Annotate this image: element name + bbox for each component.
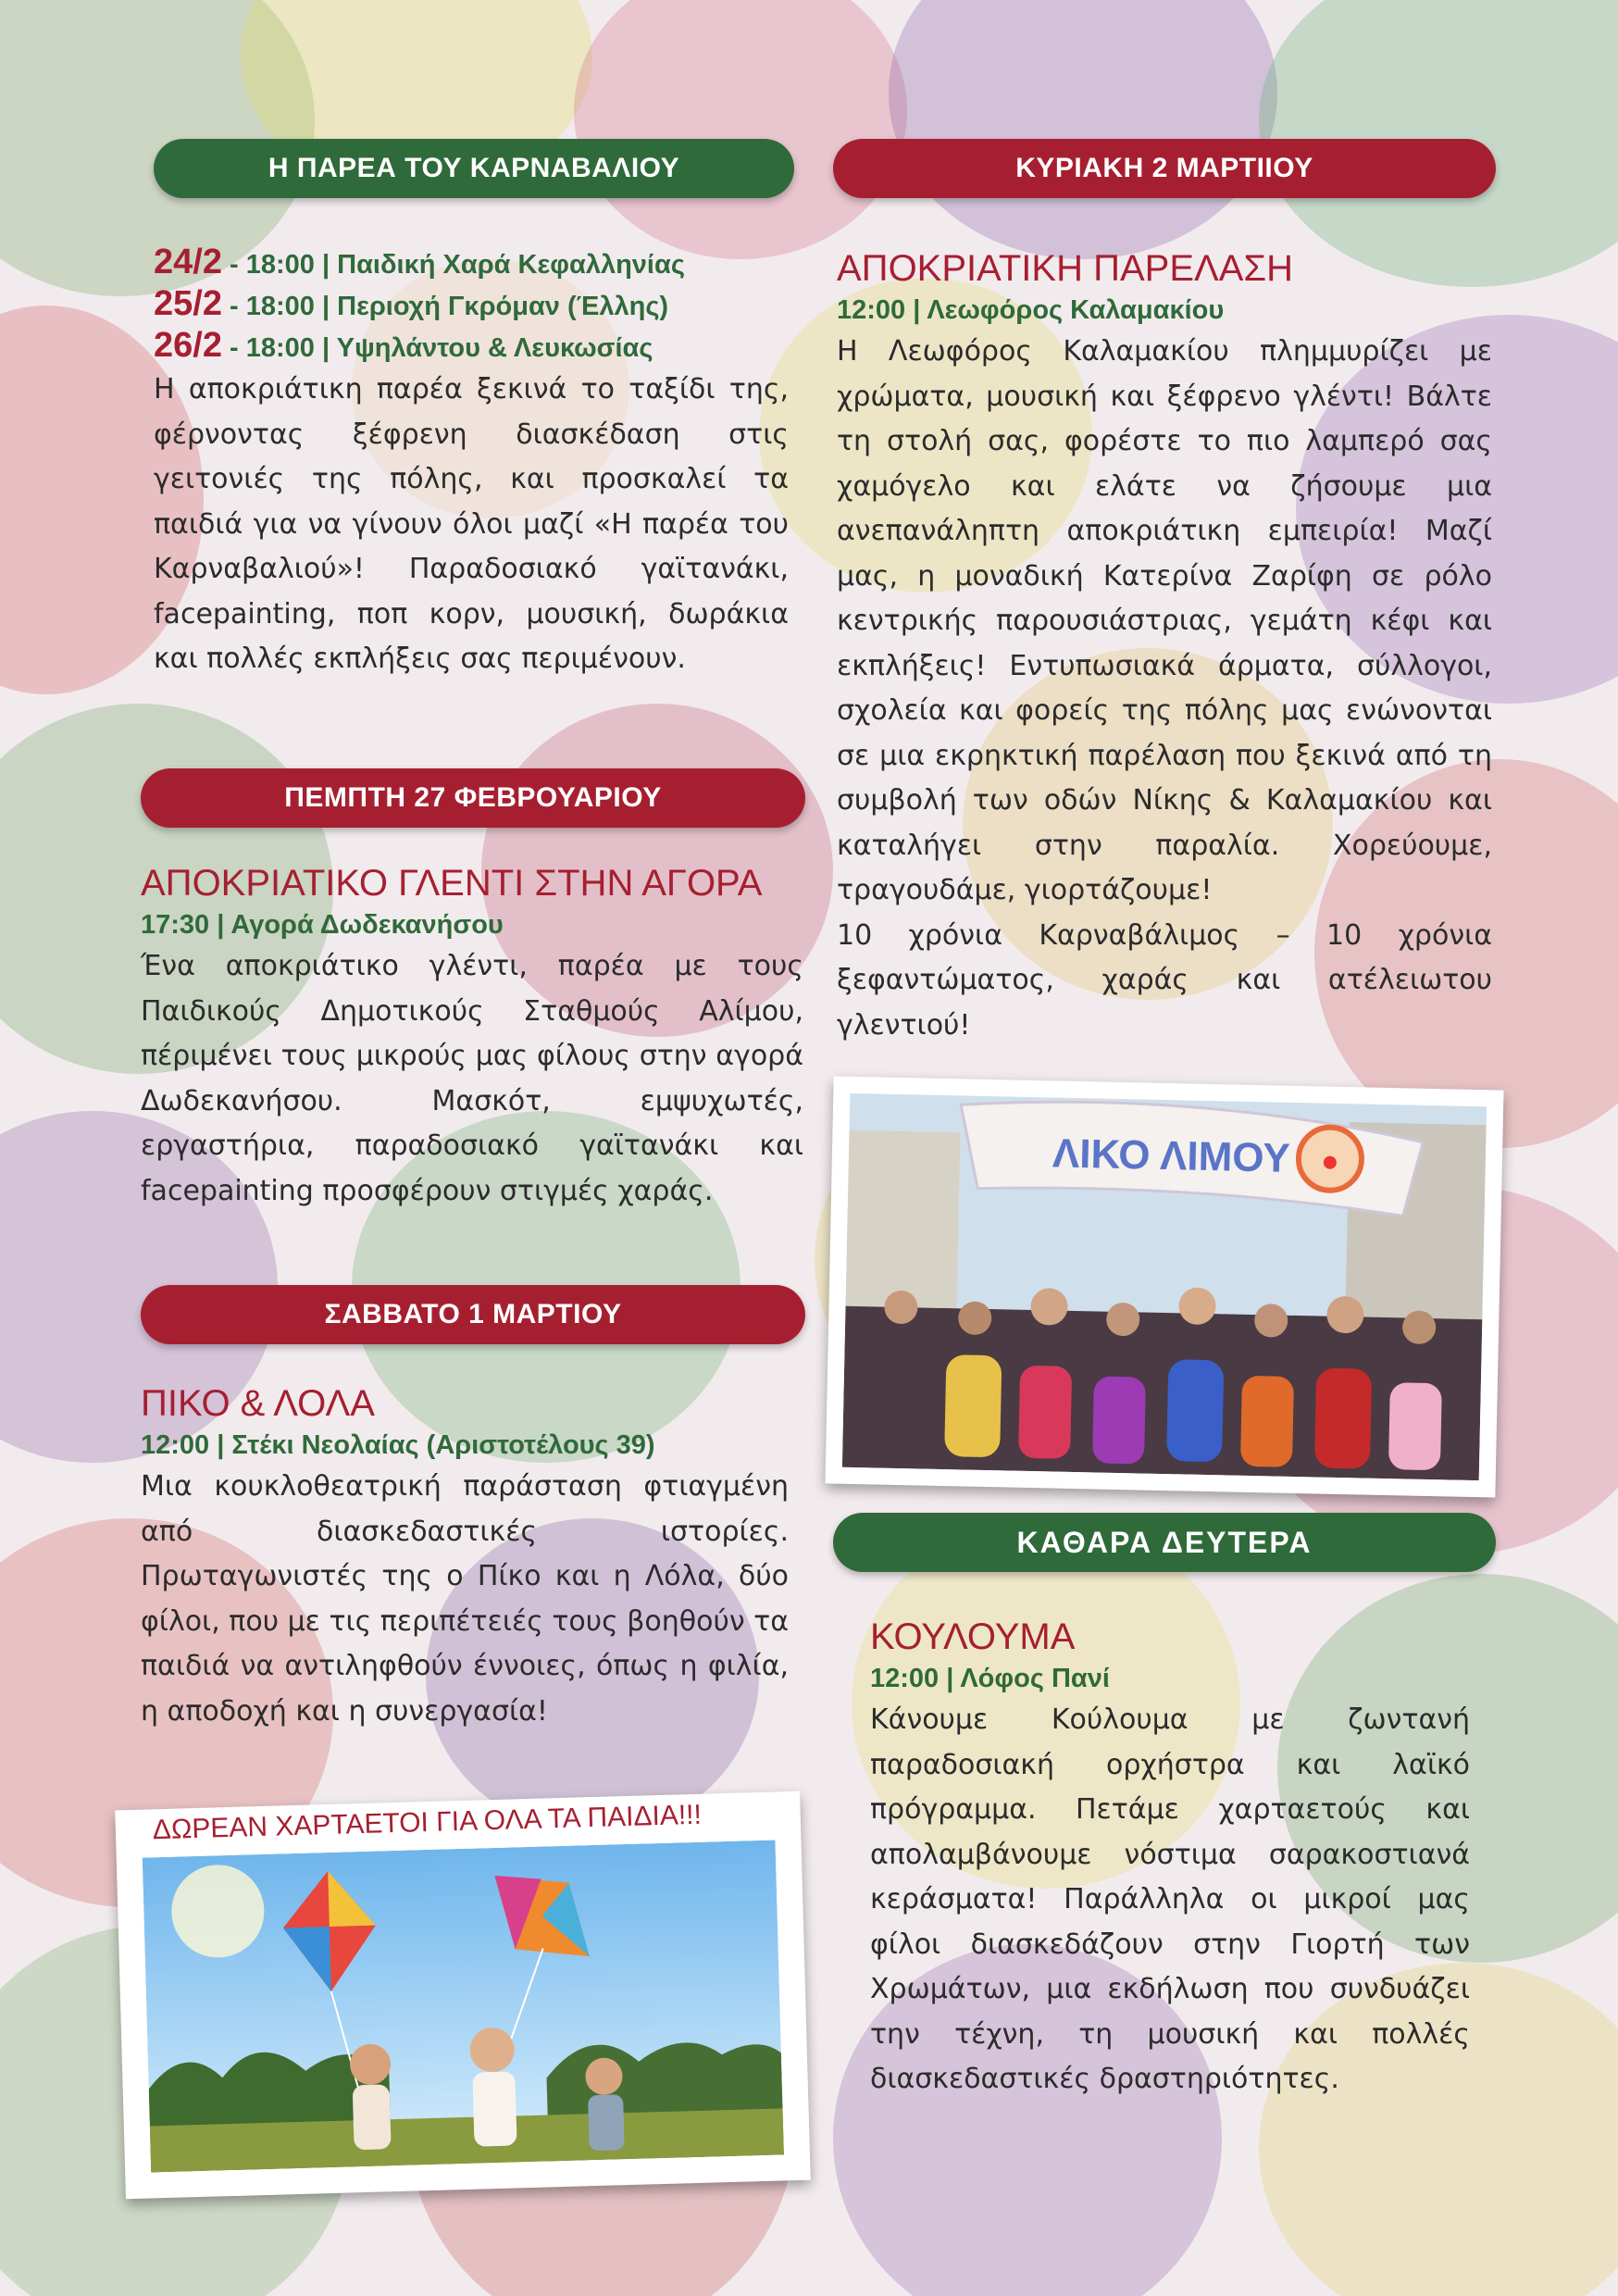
date-line <box>154 243 789 284</box>
date-value: 26/2 <box>154 326 222 365</box>
parade-photo <box>842 1093 1487 1480</box>
costume <box>1240 1376 1294 1467</box>
event-time-place: 17:30 | Αγορά Δωδεκανήσου <box>141 910 504 940</box>
section-body: Η Λεωφόρος Καλαμακίου πλημμυρίζει με χρώματα, μουσική και ξέφρενο γλέντι! Βάλτε τη στολή σας, φορέστε το πιο λαμπερό σας χαμόγελο και ελάτε να ζήσουμε μια ανεπανάληπτη αποκριάτικη εμπειρία! Μαζί μας, η μοναδική Κατερίνα Ζαρίφη σε ρόλο κεντρικής παρουσιάστριας, γεμάτη κέφι και εκπλήξεις! Εντυπωσιακά άρματα, σύλλογοι, σχολεία και φορείς της πόλης μας ενώνονται σε μια εκρηκτική παρέλαση που ξεκινά από τη συμβολή των οδών Νίκης & Καλαμακίου και καταλήγει στην παραλία. Χορεύουμε, τραγουδάμε, γιορτάζουμε! <box>837 335 1492 906</box>
parade-photo-frame <box>825 1076 1503 1497</box>
banner-clean-monday: ΚΑΘΑΡΑ ΔΕΥΤΕΡΑ <box>833 1513 1496 1572</box>
banner-sign-text: ΛΙΚΟ ΛΙΜΟΥ <box>1052 1130 1291 1181</box>
date-line <box>154 326 789 368</box>
kite-photo <box>143 1841 784 2173</box>
section-body: Ένα αποκριάτικο γλέντι, παρέα με τους Παιδικούς Δημοτικούς Σταθμούς Αλίμου, πέριμένει τους μικρούς μας φίλους στην αγορά Δωδεκανήσου. Μασκότ, εμψυχωτές, εργαστήρια, παραδοσιακό γαϊτανάκι και facepainting προσφέρουν στιγμές χαράς. <box>141 950 803 1207</box>
costume <box>1388 1382 1442 1470</box>
event-title: ΠΙΚΟ & ΛΟΛΑ <box>141 1383 375 1424</box>
kite-photo-frame <box>115 1791 810 2199</box>
date-value: 25/2 <box>154 284 222 323</box>
section-body: Μια κουκλοθεατρική παράσταση φτιαγμένη από διασκεδαστικές ιστορίες. Πρωταγωνιστές της ο Πίκο και η Λόλα, δύο φίλοι, που με τις περιπέτειές τους βοηθούν τα παιδιά να αντιληφθούν έννοιες, όπως η φιλία, η αποδοχή και η συνεργασία! <box>141 1470 789 1728</box>
costume <box>944 1354 1002 1457</box>
child-body <box>588 2094 625 2151</box>
free-kites-caption: ΔΩΡΕΑΝ ΧΑΡΤΑΕΤΟΙ ΓΙΑ ΟΛΑ ΤΑ ΠΑΙΔΙΑ!!! <box>152 1799 703 1846</box>
costume <box>1314 1367 1372 1468</box>
section-agora <box>141 861 803 1214</box>
child-body <box>472 2071 517 2146</box>
section-piko-lola <box>141 1381 789 1734</box>
costume <box>1166 1359 1224 1462</box>
event-title: ΑΠΟΚΡΙΑΤΙΚΟ ΓΛΕΝΤΙ ΣΤΗΝ ΑΓΟΡΑ <box>141 863 763 904</box>
banner-thursday: ΠΕΜΠΤΗ 27 ΦΕΒΡΟΥΑΡΙΟΥ <box>141 768 805 828</box>
event-title: ΑΠΟΚΡΙΑΤΙΚΗ ΠΑΡΕΛΑΣΗ <box>837 248 1294 289</box>
section-parade <box>837 246 1492 1048</box>
costume <box>1092 1376 1146 1464</box>
banner-saturday: ΣΑΒΒΑΤΟ 1 ΜΑΡΤΙΟΥ <box>141 1285 805 1344</box>
banner-sunday: ΚΥΡΙΑΚΗ 2 ΜΑΡΤΙΙΟΥ <box>833 139 1496 198</box>
event-time-place: 12:00 | Λόφος Πανί <box>870 1664 1110 1693</box>
section-body: Η αποκριάτικη παρέα ξεκινά το ταξίδι της, φέρνοντας ξέφρενη διασκέδαση στις γειτονιές της πόλης, και προσκαλεί τα παιδιά για να γίνουν όλοι μαζί «Η παρέα του Καρναβαλιού»! Παραδοσιακό γαϊτανάκι, facepainting, ποπ κορν, μουσική, δωράκια και πολλές εκπλήξεις σας περιμένουν. <box>154 373 789 675</box>
date-line <box>154 284 789 326</box>
section-koulouma <box>870 1615 1470 2103</box>
costume <box>1018 1366 1072 1459</box>
crowd <box>842 1306 1482 1480</box>
section-body-anniversary: 10 χρόνια Καρναβάλιμος – 10 χρόνια ξεφαντώματος, χαράς και ατέλειωτου γλεντιού! <box>837 918 1492 1042</box>
banner-karnavali-group: Η ΠΑΡΕΑ ΤΟΥ ΚΑΡΝΑΒΑΛΙΟΥ <box>154 139 794 198</box>
date-list <box>154 243 789 368</box>
date-details: - 18:00 | Υψηλάντου & Λευκωσίας <box>221 333 653 363</box>
date-value: 24/2 <box>154 243 222 281</box>
date-details: - 18:00 | Περιοχή Γκρόμαν (Έλλης) <box>221 292 669 321</box>
event-time-place: 12:00 | Στέκι Νεολαίας (Αριστοτέλους 39) <box>141 1430 655 1460</box>
event-title: ΚΟΥΛΟΥΜΑ <box>870 1616 1076 1657</box>
section-karnavali-group <box>154 243 789 682</box>
event-time-place: 12:00 | Λεωφόρος Καλαμακίου <box>837 295 1225 325</box>
section-body: Κάνουμε Κούλουμα με ζωντανή παραδοσιακή ορχήστρα και λαϊκό πρόγραμμα. Πετάμε χαρταετούς και απολαμβάνουμε νόστιμα σαρακοστιανά κεράσματα! Παράλληλα οι μικροί μας φίλοι διασκεδάζουν στην Γιορτή των Χρωμάτων, μια εκδήλωση που συνδυάζει την τέχνη, τη μουσική και πολλές διασκεδαστικές δραστηριότητες. <box>870 1703 1470 2095</box>
child-body <box>353 2084 392 2150</box>
date-details: - 18:00 | Παιδική Χαρά Κεφαλληνίας <box>221 250 685 280</box>
